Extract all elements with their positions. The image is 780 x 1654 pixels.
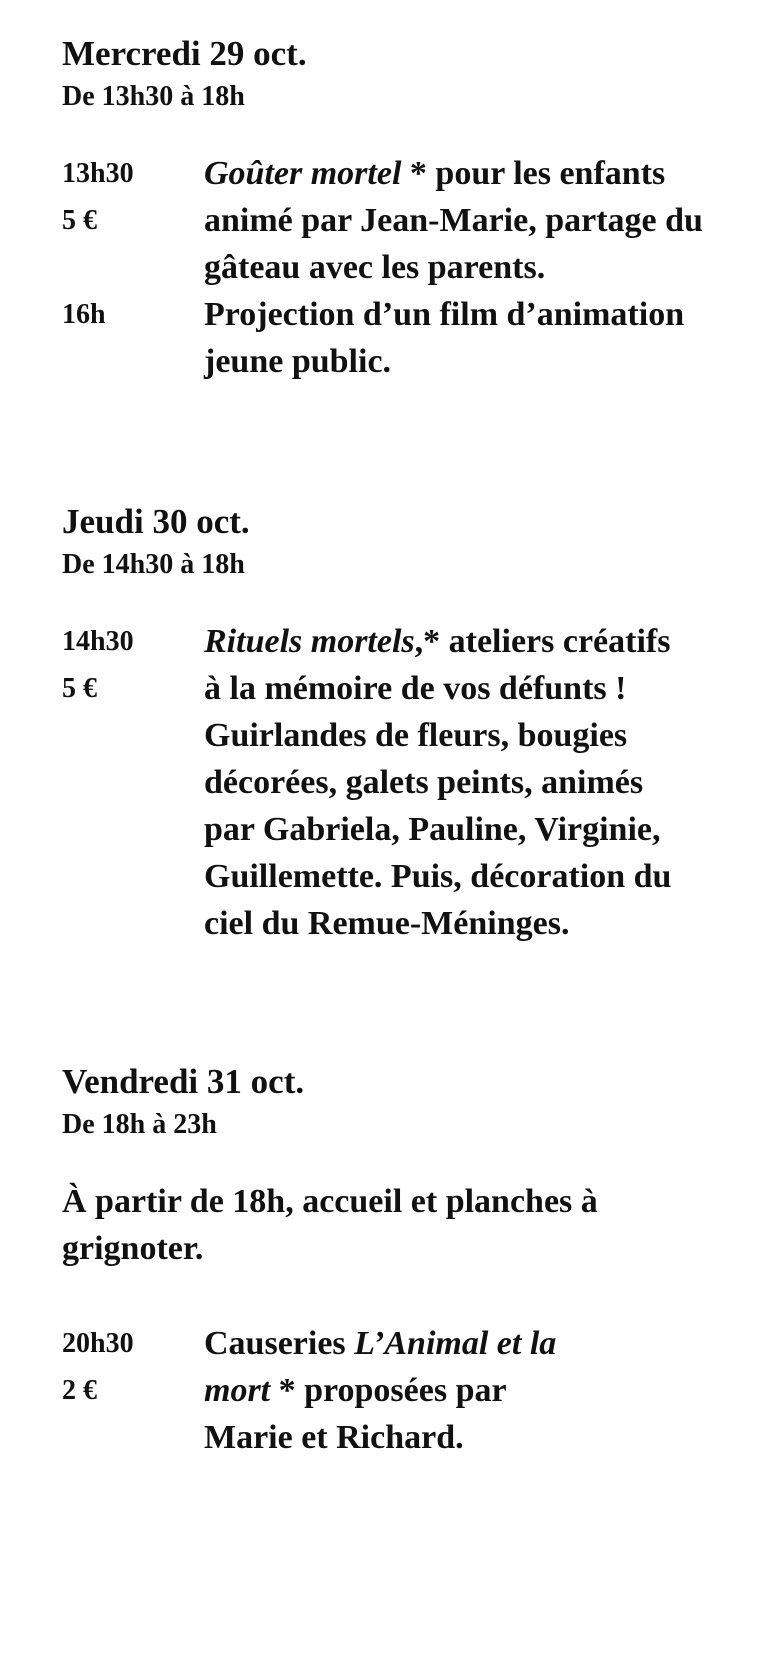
event-item	[62, 1320, 622, 1461]
day-hours: De 14h30 à 18h	[62, 549, 245, 580]
event-list	[62, 150, 704, 385]
day-thursday	[62, 498, 684, 947]
event-price: 5 €	[62, 673, 97, 704]
event-title: Rituels mortels	[204, 623, 415, 660]
event-item	[62, 291, 704, 385]
event-body: animé par Jean-Marie, partage du gâteau avec les parents.	[204, 202, 703, 286]
day-title: Jeudi 30 oct.	[62, 502, 250, 541]
event-meta	[62, 618, 204, 712]
event-title: Goûter mortel	[204, 155, 402, 192]
day-intro: À partir de 18h, accueil et planches à grignoter.	[62, 1183, 598, 1267]
event-item	[62, 618, 684, 947]
event-title-prefix: Causeries	[204, 1325, 355, 1362]
event-meta	[62, 150, 204, 244]
event-price: 2 €	[62, 1375, 97, 1406]
event-price: 5 €	[62, 205, 97, 236]
event-time: 13h30	[62, 158, 134, 189]
event-title-suffix: * proposées par Marie et Richard.	[204, 1372, 506, 1456]
event-meta	[62, 1320, 204, 1414]
day-wednesday	[62, 30, 704, 385]
day-title: Vendredi 31 oct.	[62, 1062, 305, 1101]
event-description	[204, 1320, 564, 1461]
event-item	[62, 150, 704, 291]
event-list	[62, 1320, 622, 1461]
event-meta	[62, 291, 204, 338]
event-time: 16h	[62, 299, 106, 330]
event-time: 20h30	[62, 1328, 134, 1359]
event-description	[204, 618, 684, 947]
event-description	[204, 150, 704, 291]
event-description: Projection d’un film d’animation jeune public.	[204, 296, 685, 380]
event-title-suffix: ,* ateliers créatifs	[414, 623, 671, 660]
event-title: L’Animal et la mort	[204, 1325, 557, 1409]
event-time: 14h30	[62, 626, 134, 657]
event-body: à la mémoire de vos défunts ! Guirlandes de fleurs, bougies décorées, galets peints, animés par Gabriela, Pauline, Virginie, Guillemette. Puis, décoration du ciel du Remue-Méninges.	[204, 670, 672, 942]
day-hours: De 18h à 23h	[62, 1109, 217, 1140]
event-title-suffix: * pour les enfants	[401, 155, 666, 192]
day-title: Mercredi 29 oct.	[62, 34, 307, 73]
event-list	[62, 618, 684, 947]
day-hours: De 13h30 à 18h	[62, 81, 245, 112]
day-friday	[62, 1058, 622, 1461]
